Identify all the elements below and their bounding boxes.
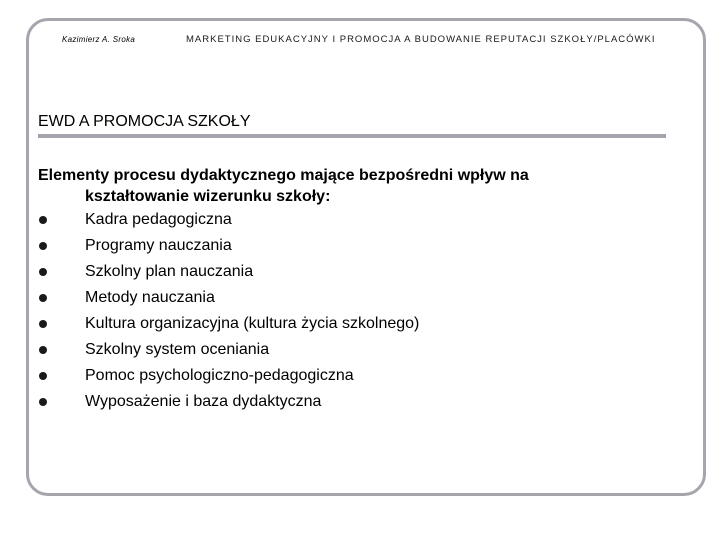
list-item <box>38 207 419 233</box>
bullet-icon <box>39 294 47 302</box>
list-item-text: Kultura organizacyjna (kultura życia szkolnego) <box>85 315 420 332</box>
bullet-icon <box>39 242 47 250</box>
list-item <box>38 285 419 311</box>
list-item-text: Metody nauczania <box>85 289 215 306</box>
header-title: MARKETING EDUKACYJNY I PROMOCJA A BUDOWANIE REPUTACJI SZKOŁY/PLACÓWKI <box>186 34 656 45</box>
list-item-text: Pomoc psychologiczno-pedagogiczna <box>85 367 354 384</box>
intro-line-2: kształtowanie wizerunku szkoły: <box>85 188 331 205</box>
bullet-icon <box>39 346 47 354</box>
list-item <box>38 389 419 415</box>
bullet-icon <box>39 216 47 224</box>
bullet-icon <box>39 372 47 380</box>
bullet-icon <box>39 398 47 406</box>
intro-line-1: Elementy procesu dydaktycznego mające bezpośredni wpływ na <box>38 167 529 184</box>
list-item <box>38 259 419 285</box>
title-underline <box>38 134 666 138</box>
author-name: Kazimierz A. Sroka <box>62 35 136 44</box>
list-item-text: Programy nauczania <box>85 237 232 254</box>
list-item-text: Szkolny plan nauczania <box>85 263 254 280</box>
list-item-text: Wyposażenie i baza dydaktyczna <box>85 393 322 410</box>
bullet-icon <box>39 268 47 276</box>
bullet-icon <box>39 320 47 328</box>
list-item-text: Kadra pedagogiczna <box>85 211 232 228</box>
intro-text <box>38 165 658 207</box>
slide-title: EWD A PROMOCJA SZKOŁY <box>38 113 251 130</box>
list-item <box>38 363 419 389</box>
bullet-list <box>38 207 419 415</box>
list-item <box>38 311 419 337</box>
list-item <box>38 233 419 259</box>
list-item-text: Szkolny system oceniania <box>85 341 270 358</box>
list-item <box>38 337 419 363</box>
